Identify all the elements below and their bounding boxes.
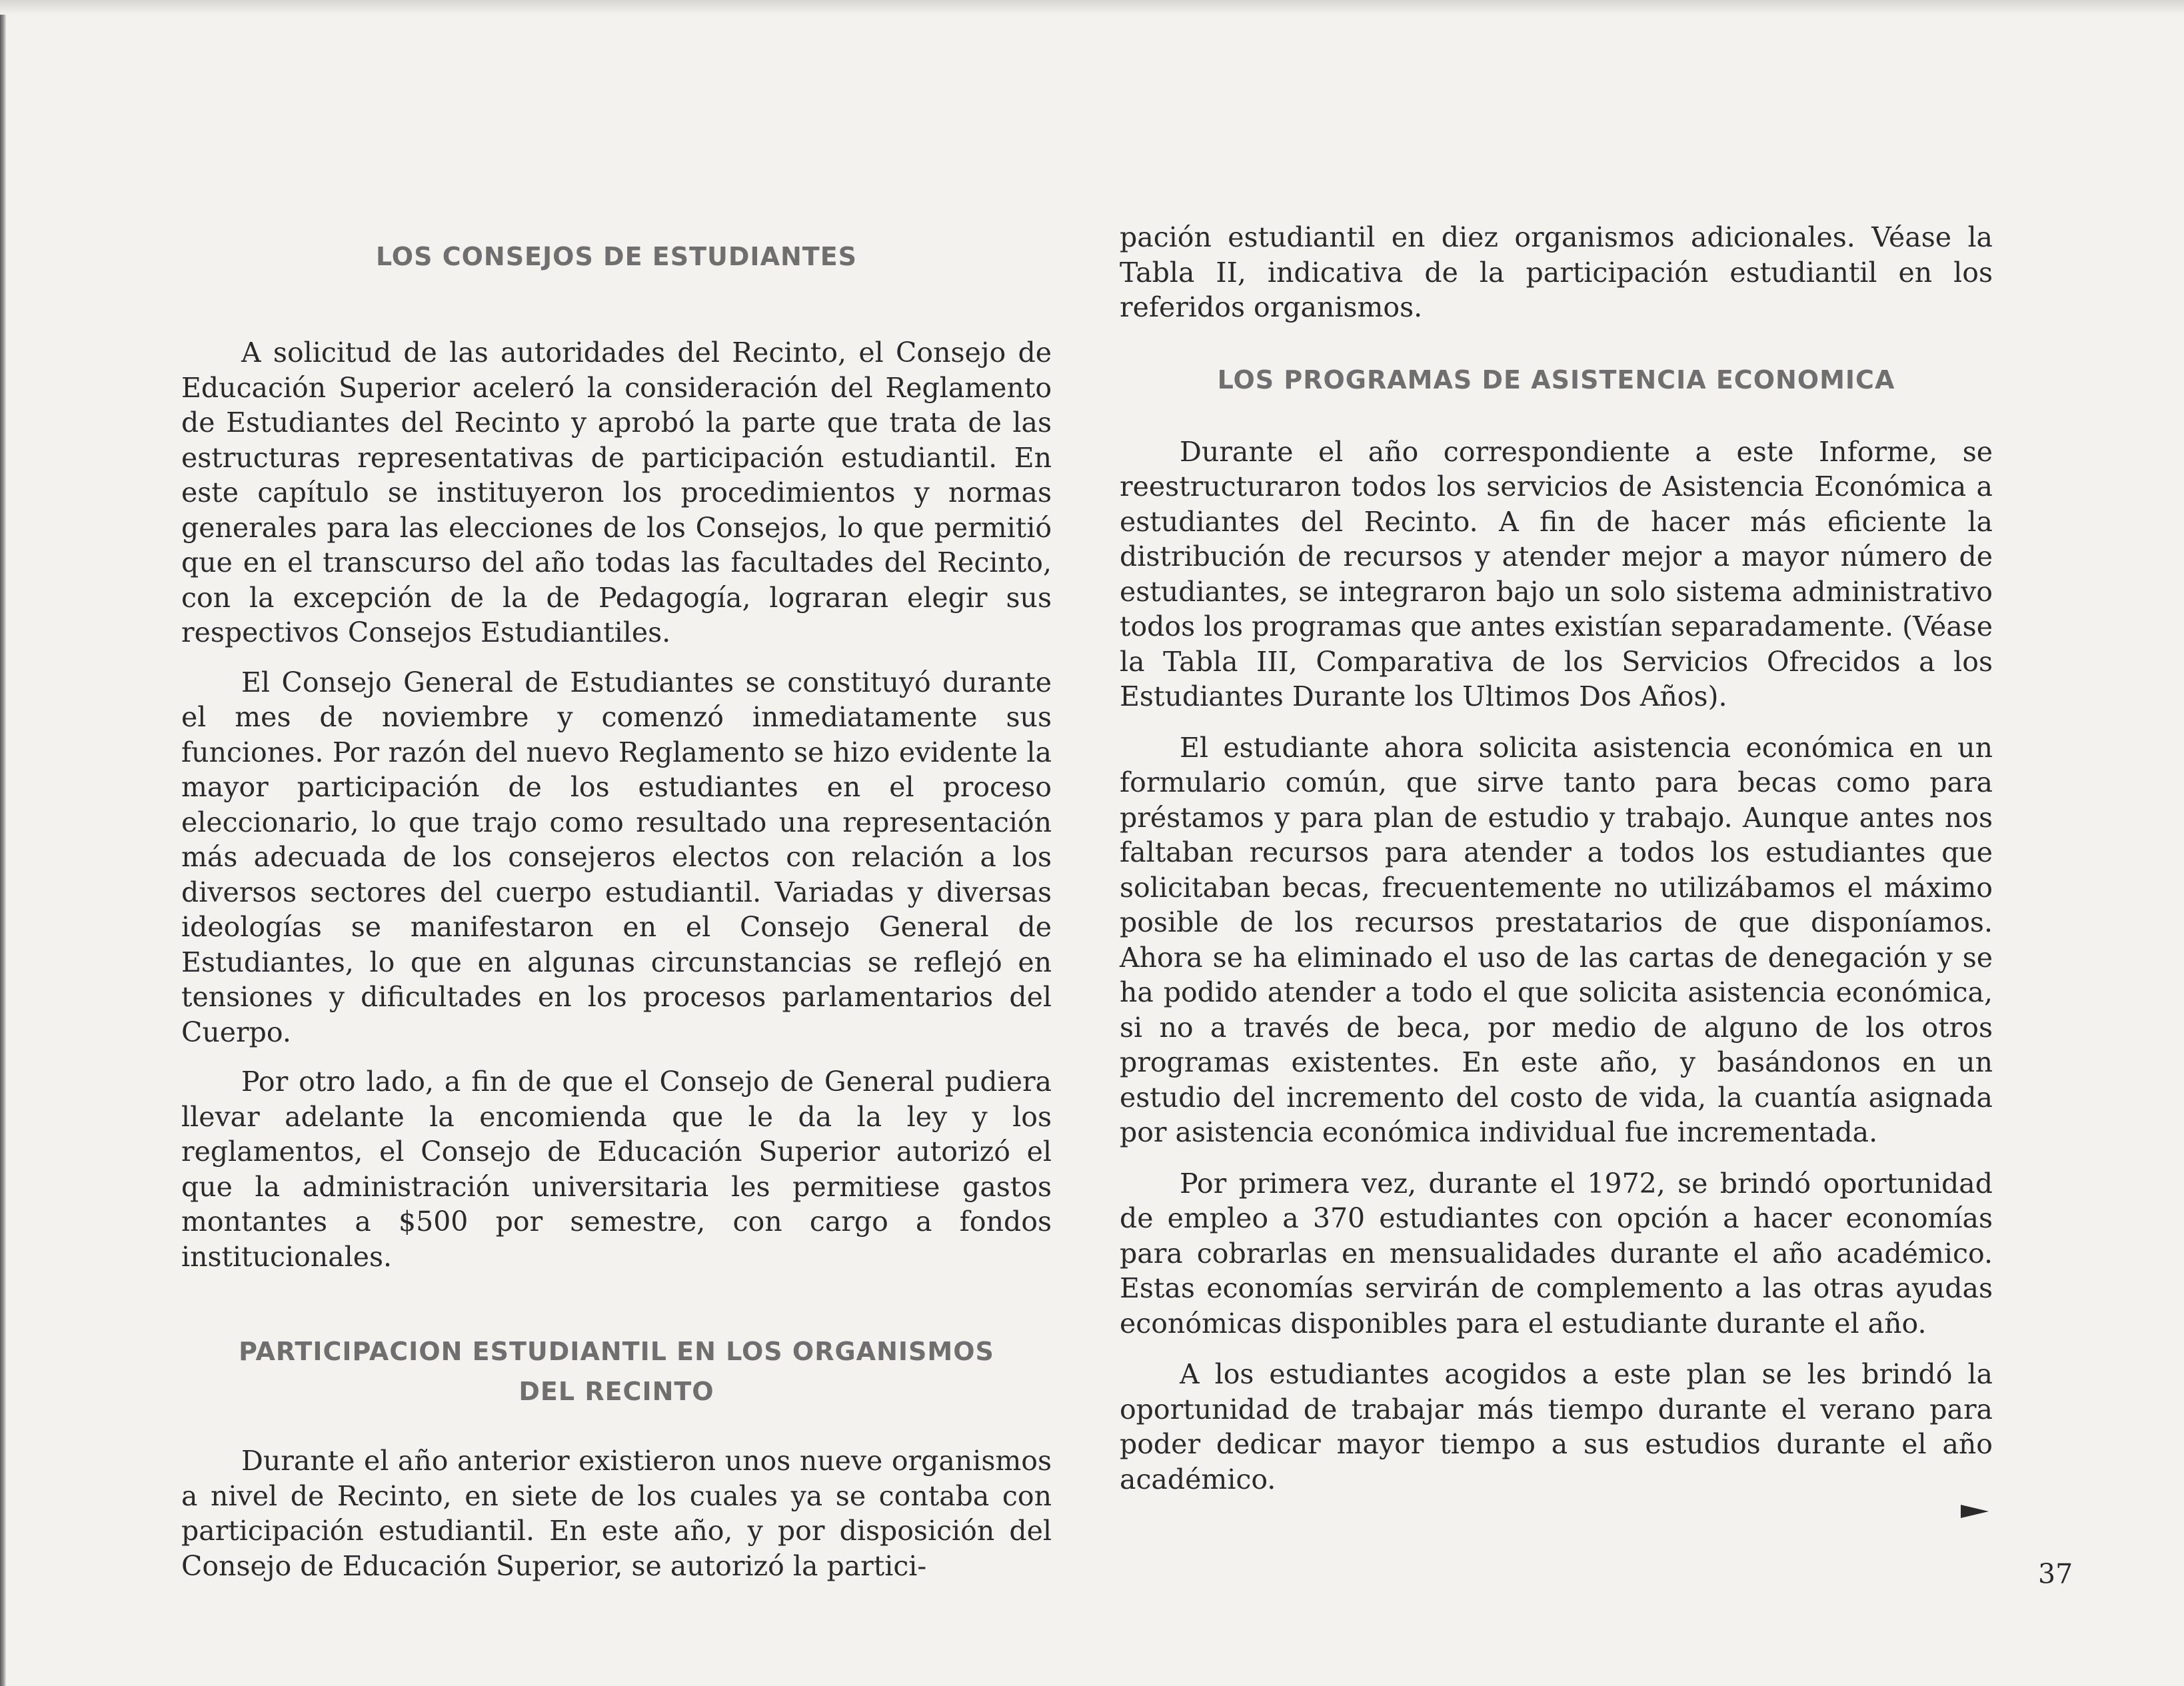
heading-line: PARTICIPACION ESTUDIANTIL EN LOS ORGANISMOS: [239, 1337, 994, 1366]
heading-line: DEL RECINTO: [519, 1377, 714, 1406]
paragraph: A los estudiantes acogidos a este plan se les brindó la oportunidad de trabajar más tiempo durante el verano para poder dedicar mayor tiempo a sus estudios durante el año académico.: [1120, 1358, 1993, 1495]
paragraph: A solicitud de las autoridades del Recinto, el Consejo de Educación Superior aceleró la consideración del Reglamento de Estudiantes del Recinto y aprobó la parte que trata de las estructuras representativas de participación estudiantil. En este capítulo se instituyeron los procedimientos y normas generales para las elecciones de los Consejos, lo que permitió que en el transcurso del año todas las facultades del Recinto, con la excepción de la de Pedagogía, lograran elegir sus respectivos Consejos Estudiantiles.: [181, 337, 1052, 648]
section-heading-asistencia: LOS PROGRAMAS DE ASISTENCIA ECONOMICA: [1217, 365, 1895, 395]
paragraph: Por primera vez, durante el 1972, se brindó oportunidad de empleo a 370 estudiantes con opción a hacer economías para cobrarlas en mensualidades durante el año académico. Estas economías servirán de complemento a las otras ayudas económicas disponibles para el estudiante durante el año.: [1120, 1167, 1993, 1339]
section-heading-consejos: LOS CONSEJOS DE ESTUDIANTES: [375, 242, 858, 271]
section-heading-participacion: [181, 1331, 1052, 1411]
paragraph: Durante el año anterior existieron unos nueve organismos a nivel de Recinto, en siete de los cuales ya se contaba con participación estudiantil. En este año, y por disposición del Consejo de Educación Superior, se autorizó la partici-: [181, 1445, 1052, 1582]
book-spine-shadow: [0, 0, 6, 1686]
continue-arrow-icon: [1961, 1505, 1989, 1518]
right-column: [1120, 220, 1993, 1497]
left-column: [181, 237, 1052, 1583]
paragraph: El estudiante ahora solicita asistencia económica en un formulario común, que sirve tanto para becas como para préstamos y para plan de estudio y trabajo. Aunque antes nos faltaban recursos para atender a todos los estudiantes que solicitaban becas, frecuentemente no utilizábamos el máximo posible de los recursos prestatarios de que disponíamos. Ahora se ha eliminado el uso de las cartas de denegación y se ha podido atender a todo el que solicita asistencia económica, si no a través de beca, por medio de alguno de los otros programas existentes. En este año, y basándonos en un estudio del incremento del costo de vida, la cuantía asignada por asistencia económica individual fue incrementada.: [1120, 731, 1993, 1148]
page-top-edge: [0, 0, 2184, 15]
paragraph-continuation: pación estudiantil en diez organismos adicionales. Véase la Tabla II, indicativa de la participación estudiantil en los referidos organismos.: [1120, 221, 1993, 323]
paragraph: El Consejo General de Estudiantes se constituyó durante el mes de noviembre y comenzó inmediatamente sus funciones. Por razón del nuevo Reglamento se hizo evidente la mayor participación de los estudiantes en el proceso eleccionario, lo que trajo como resultado una representación más adecuada de los consejeros electos con relación a los diversos sectores del cuerpo estudiantil. Variadas y diversas ideologías se manifestaron en el Consejo General de Estudiantes, lo que en algunas circunstancias se reflejó en tensiones y dificultades en los procesos parlamentarios del Cuerpo.: [181, 666, 1052, 1048]
page-number: 37: [2038, 1558, 2073, 1590]
paragraph: Durante el año correspondiente a este Informe, se reestructuraron todos los servicios de Asistencia Económica a estudiantes del Recinto. A fin de hacer más eficiente la distribución de recursos y atender mejor a mayor número de estudiantes, se integraron bajo un solo sistema administrativo todos los programas que antes existían separadamente. (Véase la Tabla III, Comparativa de los Servicios Ofrecidos a los Estudiantes Durante los Ultimos Dos Años).: [1120, 435, 1993, 712]
paragraph: Por otro lado, a fin de que el Consejo de General pudiera llevar adelante la encomienda que le da la ley y los reglamentos, el Consejo de Educación Superior autorizó el que la administración universitaria les permitiese gastos montantes a $500 por semestre, con cargo a fondos institucionales.: [181, 1066, 1052, 1273]
